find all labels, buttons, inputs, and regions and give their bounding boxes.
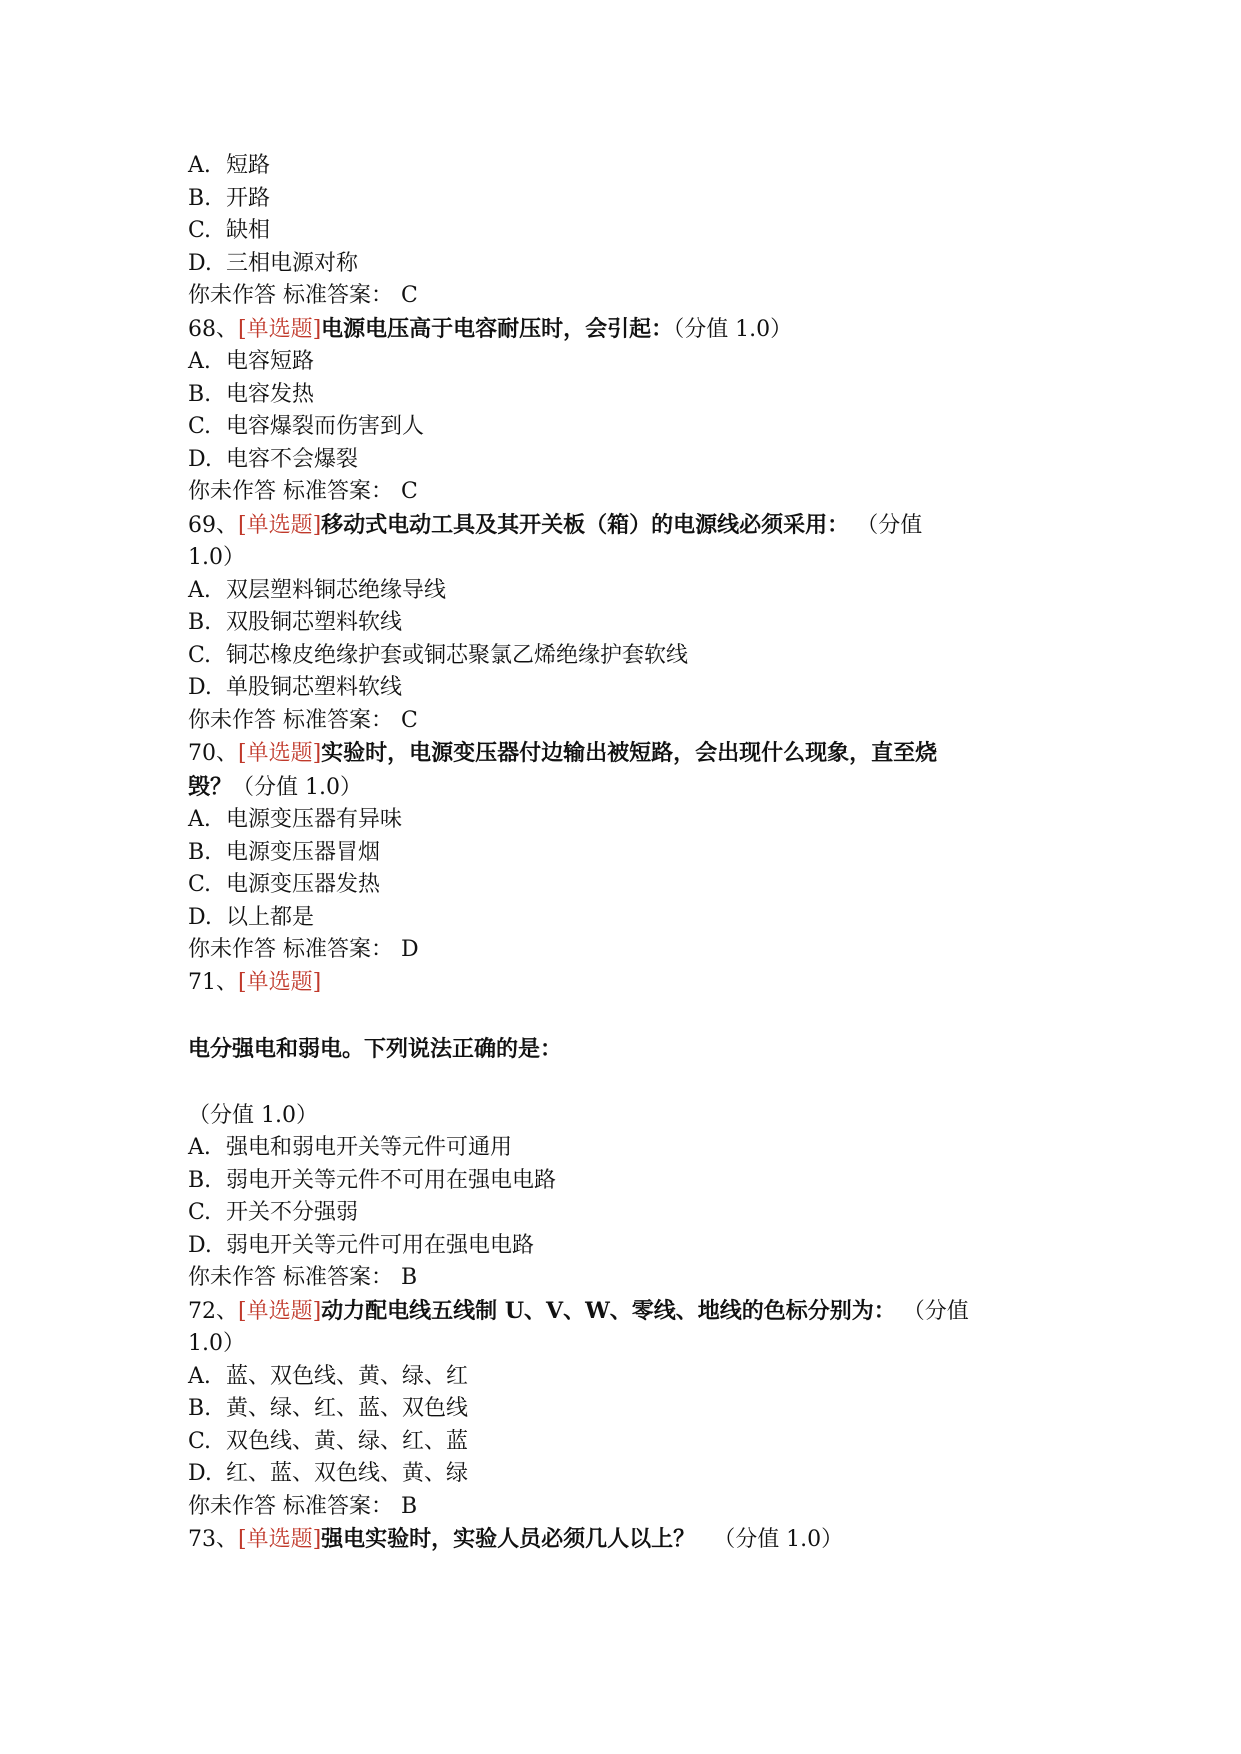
question-list bbox=[188, 150, 1068, 1557]
option-a: A. 电源变压器有异味 bbox=[188, 807, 403, 832]
option-d: D. 单股铜芯塑料软线 bbox=[188, 675, 403, 700]
spacer bbox=[188, 999, 1068, 1033]
standard-answer: C bbox=[401, 707, 418, 733]
question-68: 68、[单选题]电源电压高于电容耐压时，会引起：（分值 1.0） bbox=[188, 315, 793, 342]
answer-status: 你未作答 标准答案： C bbox=[188, 283, 418, 308]
question-score: （分值 1.0） bbox=[232, 774, 362, 800]
standard-answer: C bbox=[401, 283, 418, 308]
question-score-cont: 1.0） bbox=[188, 1331, 245, 1356]
option-d: D. 电容不会爆裂 bbox=[188, 446, 359, 472]
question-type-tag: [单选题] bbox=[238, 741, 322, 766]
option-c: C. 电容爆裂而伤害到人 bbox=[188, 414, 425, 439]
option-d: D. 弱电开关等元件可用在强电电路 bbox=[188, 1232, 535, 1258]
answer-status: 你未作答 标准答案： B bbox=[188, 1493, 418, 1519]
spacer bbox=[188, 1066, 1068, 1100]
question-type-tag: [单选题] bbox=[238, 969, 322, 995]
question-score: （分值 1.0） bbox=[188, 1102, 318, 1128]
question-73: 73、[单选题]强电实验时，实验人员必须几人以上？ （分值 1.0） bbox=[188, 1526, 844, 1552]
question-69: 69、[单选题]移动式电动工具及其开关板（箱）的电源线必须采用： （分值 bbox=[188, 511, 923, 538]
option-a: A. 双层塑料铜芯绝缘导线 bbox=[188, 577, 447, 603]
option-b: B. 电容发热 bbox=[188, 381, 315, 407]
answer-status: 你未作答 标准答案： B bbox=[188, 1265, 418, 1290]
question-72: 72、[单选题]动力配电线五线制 U、V、W、零线、地线的色标分别为： （分值 bbox=[188, 1297, 969, 1324]
option-b: B. 弱电开关等元件不可用在强电电路 bbox=[188, 1167, 557, 1193]
standard-answer: B bbox=[401, 1265, 418, 1290]
option-d: D. 红、蓝、双色线、黄、绿 bbox=[188, 1461, 469, 1486]
option-d: D. 以上都是 bbox=[188, 904, 315, 930]
question-type-tag: [单选题] bbox=[238, 512, 322, 538]
option-c: C. 电源变压器发热 bbox=[188, 872, 381, 897]
option-c: C. 缺相 bbox=[188, 218, 271, 243]
option-b: B. 电源变压器冒烟 bbox=[188, 839, 381, 865]
option-a: A. 电容短路 bbox=[188, 349, 315, 374]
option-b: B. 双股铜芯塑料软线 bbox=[188, 610, 403, 635]
option-c: C. 开关不分强弱 bbox=[188, 1200, 359, 1225]
question-text-cont: 毁？（分值 1.0） bbox=[188, 773, 362, 800]
option-a: A. 强电和弱电开关等元件可通用 bbox=[188, 1135, 513, 1160]
option-b: B. 黄、绿、红、蓝、双色线 bbox=[188, 1396, 469, 1421]
question-text: 电分强电和弱电。下列说法正确的是： bbox=[188, 1036, 563, 1062]
standard-answer: B bbox=[401, 1493, 418, 1519]
question-text: 强电实验时，实验人员必须几人以上？ bbox=[321, 1526, 696, 1552]
question-text: 实验时，电源变压器付边输出被短路，会出现什么现象，直至烧 bbox=[321, 740, 938, 766]
question-text: 电源电压高于电容耐压时，会引起： bbox=[321, 315, 674, 342]
option-b: B. 开路 bbox=[188, 185, 271, 211]
question-70: 70、[单选题]实验时，电源变压器付边输出被短路，会出现什么现象，直至烧 bbox=[188, 740, 938, 766]
answer-status: 你未作答 标准答案： C bbox=[188, 707, 418, 733]
question-text: 移动式电动工具及其开关板（箱）的电源线必须采用： bbox=[321, 511, 850, 538]
option-a: A. 短路 bbox=[188, 153, 271, 178]
option-d: D. 三相电源对称 bbox=[188, 250, 359, 276]
answer-status: 你未作答 标准答案： C bbox=[188, 479, 418, 504]
option-c: C. 铜芯橡皮绝缘护套或铜芯聚氯乙烯绝缘护套软线 bbox=[188, 642, 689, 668]
question-score: （分值 1.0） bbox=[713, 1527, 844, 1552]
question-text: 动力配电线五线制 U、V、W、零线、地线的色标分别为： bbox=[321, 1297, 896, 1324]
question-type-tag: [单选题] bbox=[238, 316, 322, 342]
question-type-tag: [单选题] bbox=[238, 1527, 322, 1552]
question-type-tag: [单选题] bbox=[238, 1298, 322, 1324]
question-score: （分值 bbox=[913, 1298, 969, 1324]
standard-answer: C bbox=[401, 479, 418, 504]
question-score: （分值 bbox=[867, 512, 923, 538]
standard-answer: D bbox=[401, 937, 419, 962]
question-71: 71、[单选题] bbox=[188, 969, 322, 995]
question-score-cont: 1.0） bbox=[188, 545, 245, 570]
option-a: A. 蓝、双色线、黄、绿、红 bbox=[188, 1363, 469, 1389]
answer-status: 你未作答 标准答案： D bbox=[188, 937, 419, 962]
question-score: （分值 1.0） bbox=[673, 316, 793, 342]
option-c: C. 双色线、黄、绿、红、蓝 bbox=[188, 1428, 469, 1454]
